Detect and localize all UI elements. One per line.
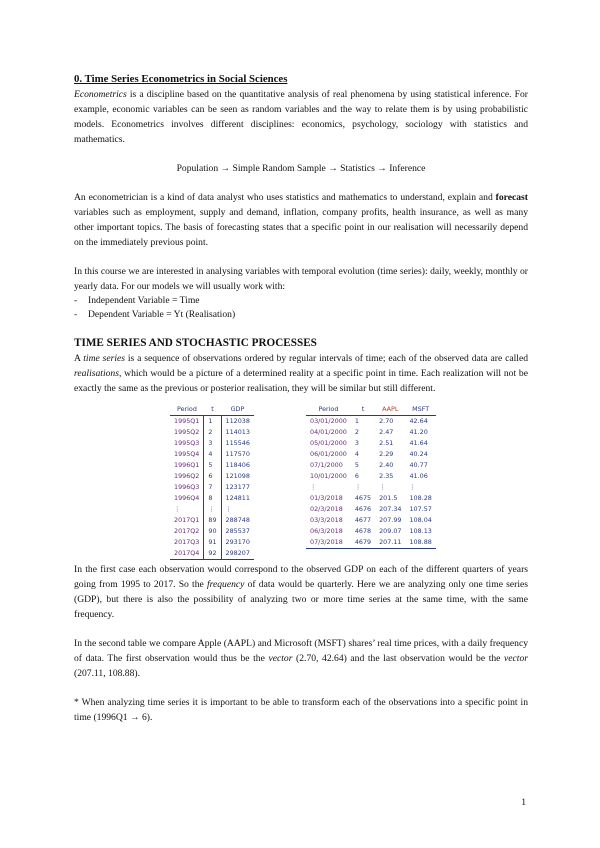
table-cell: 90: [204, 526, 221, 537]
p6-text-b: (2.70, 42.64) and the last observation would be the: [292, 653, 505, 664]
table-cell: 2017Q3: [170, 537, 204, 548]
list-item: - Independent Variable = Time: [74, 294, 528, 308]
table-row: [306, 460, 436, 471]
table-cell: 201.5: [379, 494, 398, 502]
p4-text-a: A: [74, 353, 84, 364]
table-cell: 2017Q2: [170, 526, 204, 537]
table-cell: 288748: [225, 516, 250, 524]
table-row: [306, 493, 436, 504]
table-cell: 207.99: [379, 516, 402, 524]
table-cell: 1996Q3: [170, 482, 204, 493]
stocks-explanation-paragraph: [74, 636, 528, 681]
p6-text-a: In the second table we compare Apple (AAPL) and Microsoft (MSFT) shares’ real time prices, with a daily frequency of data. The first observation would thus be the: [74, 638, 528, 664]
table-cell: 41.20: [409, 428, 428, 436]
table-cell: 1995Q1: [170, 416, 204, 428]
table-row: [170, 471, 254, 482]
table-cell: 117570: [225, 450, 250, 458]
table-cell: 298207: [221, 548, 254, 560]
forecast-term: forecast: [495, 192, 528, 203]
table-cell: 2.51: [379, 439, 394, 447]
table-row: [306, 416, 436, 428]
table-cell: 207.34: [379, 505, 402, 513]
p2-text-a: An econometrician is a kind of data analyst who uses statistics and mathematics to understand, explain and: [74, 192, 496, 203]
table-cell: 4: [354, 450, 359, 458]
table-cell: 2.47: [379, 428, 394, 436]
table-cell: ⋮: [170, 504, 204, 515]
document-page: [74, 72, 528, 725]
table-cell: 4676: [354, 505, 372, 513]
p5-text-a: In the first case each observation would correspond to the observed GDP on each of the different quarters of years going from 1995 to 2017. So the: [74, 564, 528, 590]
page-number: 1: [521, 797, 526, 808]
table-row: [170, 449, 254, 460]
table-cell: 6: [204, 471, 221, 482]
table-row: [170, 548, 254, 560]
table-cell: 4678: [354, 527, 372, 535]
column-header: Period: [170, 404, 204, 416]
table-cell: 114013: [225, 428, 250, 436]
table-cell: 1: [354, 417, 359, 425]
vector-term: vector: [268, 653, 293, 664]
variable-list: [74, 294, 528, 322]
frequency-term: frequency: [206, 579, 245, 590]
intro-paragraph: [74, 87, 528, 147]
table-row: [170, 482, 254, 493]
table-row: [306, 427, 436, 438]
table-cell: 3: [204, 438, 221, 449]
table-cell: 04/01/2000: [310, 428, 347, 436]
table-row: [306, 537, 436, 549]
table-cell: ⋮: [379, 483, 386, 491]
table-cell: 285537: [225, 527, 250, 535]
intro-text: is a discipline based on the quantitative analysis of real phenomena by using statistical inference. For example, economic variables can be seen as random variables and the way to relate them is by using probabilistic models. Econometrics involves different disciplines: economics, psychology, sociology with statistics and mathematics.: [74, 89, 528, 145]
table-cell: 112038: [225, 417, 250, 425]
table-cell: 41.64: [409, 439, 428, 447]
process-formula: Population → Simple Random Sample → Statistics → Inference: [176, 163, 426, 174]
realisations-term: realisations: [74, 368, 119, 379]
table-cell: 4677: [354, 516, 372, 524]
table-cell: ⋮: [409, 483, 416, 491]
table-cell: 1: [204, 416, 221, 428]
column-header: GDP: [221, 404, 254, 416]
column-header: MSFT: [405, 404, 435, 416]
table-cell: 07/1/2000: [310, 461, 343, 469]
table-cell: 3: [354, 439, 359, 447]
column-header: t: [351, 404, 375, 416]
course-paragraph: In this course we are interested in analysing variables with temporal evolution (time series): daily, weekly, monthly or yearly data. For our models we will usually work with:: [74, 266, 528, 292]
table-cell: 2017Q4: [170, 548, 204, 560]
table-header-row: [170, 404, 254, 416]
econometrician-paragraph: [74, 190, 528, 250]
table-cell: ⋮: [354, 483, 362, 491]
table-row: [306, 482, 436, 493]
table-cell: 10/01/2000: [310, 472, 347, 480]
column-header: Period: [306, 404, 351, 416]
table-cell: 1995Q4: [170, 449, 204, 460]
table-row: [170, 438, 254, 449]
table-header-row: [306, 404, 436, 416]
table-cell: ⋮: [204, 504, 221, 515]
table-cell: 1995Q3: [170, 438, 204, 449]
econometrics-term: Econometrics: [74, 89, 127, 100]
table-cell: 293170: [225, 538, 250, 546]
table-cell: 02/3/2018: [310, 505, 343, 513]
table-cell: 40.77: [409, 461, 428, 469]
table-cell: 108.13: [409, 527, 432, 535]
table-cell: 107.57: [409, 505, 432, 513]
table-row: [306, 438, 436, 449]
table-cell: 2.40: [379, 461, 394, 469]
table-row: [306, 471, 436, 482]
p6-text-c: (207.11, 108.88).: [74, 668, 140, 679]
table-row: [170, 493, 254, 504]
table-cell: 4: [204, 449, 221, 460]
table-cell: 92: [204, 548, 221, 560]
table-cell: 2.70: [379, 417, 394, 425]
tables-figure: [74, 404, 528, 557]
table-cell: 7: [204, 482, 221, 493]
table-cell: 42.64: [409, 417, 428, 425]
time-series-term: time series: [83, 353, 126, 364]
stock-prices-table: [306, 404, 436, 549]
section-title: 0. Time Series Econometrics in Social Sciences: [74, 73, 288, 85]
table-cell: 5: [204, 460, 221, 471]
table-cell: 4675: [354, 494, 372, 502]
column-header: t: [204, 404, 221, 416]
gdp-explanation-paragraph: [74, 562, 528, 622]
table-cell: 05/01/2000: [310, 439, 347, 447]
table-row: [306, 515, 436, 526]
table-cell: 2.29: [379, 450, 394, 458]
table-cell: 209.07: [379, 527, 402, 535]
table-row: [170, 427, 254, 438]
table-cell: 07/3/2018: [306, 537, 351, 549]
table-cell: 03/01/2000: [310, 417, 347, 425]
table-cell: 118406: [225, 461, 250, 469]
table-cell: 5: [354, 461, 359, 469]
table-cell: 108.04: [409, 516, 432, 524]
table-cell: 1996Q2: [170, 471, 204, 482]
column-header: AAPL: [375, 404, 405, 416]
table-cell: 8: [204, 493, 221, 504]
vector-term: vector: [504, 653, 528, 664]
table-row: [306, 526, 436, 537]
table-cell: 06/3/2018: [310, 527, 343, 535]
table-cell: 41.06: [409, 472, 428, 480]
time-series-paragraph: [74, 351, 528, 396]
table-row: [306, 504, 436, 515]
table-cell: 91: [204, 537, 221, 548]
table-row: [170, 416, 254, 428]
table-cell: 124811: [225, 494, 250, 502]
table-row: [170, 515, 254, 526]
gdp-table: [170, 404, 254, 560]
table-row: [170, 460, 254, 471]
table-cell: 2017Q1: [170, 515, 204, 526]
table-cell: 123177: [225, 483, 250, 491]
section-heading: TIME SERIES AND STOCHASTIC PROCESSES: [74, 337, 317, 349]
table-cell: 2: [354, 428, 359, 436]
table-cell: ⋮: [310, 483, 317, 491]
table-cell: 89: [204, 515, 221, 526]
table-cell: 108.28: [409, 494, 432, 502]
table-cell: 06/01/2000: [310, 450, 347, 458]
table-cell: 40.24: [409, 450, 428, 458]
table-cell: 2.35: [379, 472, 394, 480]
table-row: [306, 449, 436, 460]
table-cell: 115546: [225, 439, 250, 447]
p4-text-c: , which would be a picture of a determined reality at a specific point in time. Each realization will not be exactly the same as the previous or posterior realisation, they will be similar but still different.: [74, 368, 528, 394]
table-cell: 108.88: [405, 537, 435, 549]
table-cell: 207.11: [375, 537, 405, 549]
table-cell: ⋮: [225, 505, 232, 513]
note-paragraph: * When analyzing time series it is important to be able to transform each of the observations into a specific point in time (1996Q1 → 6).: [74, 697, 528, 723]
table-row: [170, 504, 254, 515]
table-cell: 01/3/2018: [310, 494, 343, 502]
p4-text-b: is a sequence of observations ordered by regular intervals of time; each of the observed data are called: [125, 353, 528, 364]
table-cell: 1996Q4: [170, 493, 204, 504]
table-cell: 2: [204, 427, 221, 438]
table-cell: 1995Q2: [170, 427, 204, 438]
table-cell: 4679: [351, 537, 375, 549]
table-cell: 121098: [225, 472, 250, 480]
table-cell: 6: [354, 472, 359, 480]
p2-text-b: variables such as employment, supply and demand, inflation, company profits, health insurance, as well as many other important topics. The basis of forecasting states that a specific point in our realisation will necessarily depend on the immediately previous point.: [74, 207, 528, 248]
list-item: - Dependent Variable = Yt (Realisation): [74, 308, 528, 322]
table-cell: 1996Q1: [170, 460, 204, 471]
p5-text-b: of data would be quarterly. Here we are analyzing only one time series (GDP), but there is also the possibility of analyzing two or more time series at the same time, with the same frequency.: [74, 579, 528, 620]
table-row: [170, 526, 254, 537]
table-row: [170, 537, 254, 548]
table-cell: 03/3/2018: [310, 516, 343, 524]
